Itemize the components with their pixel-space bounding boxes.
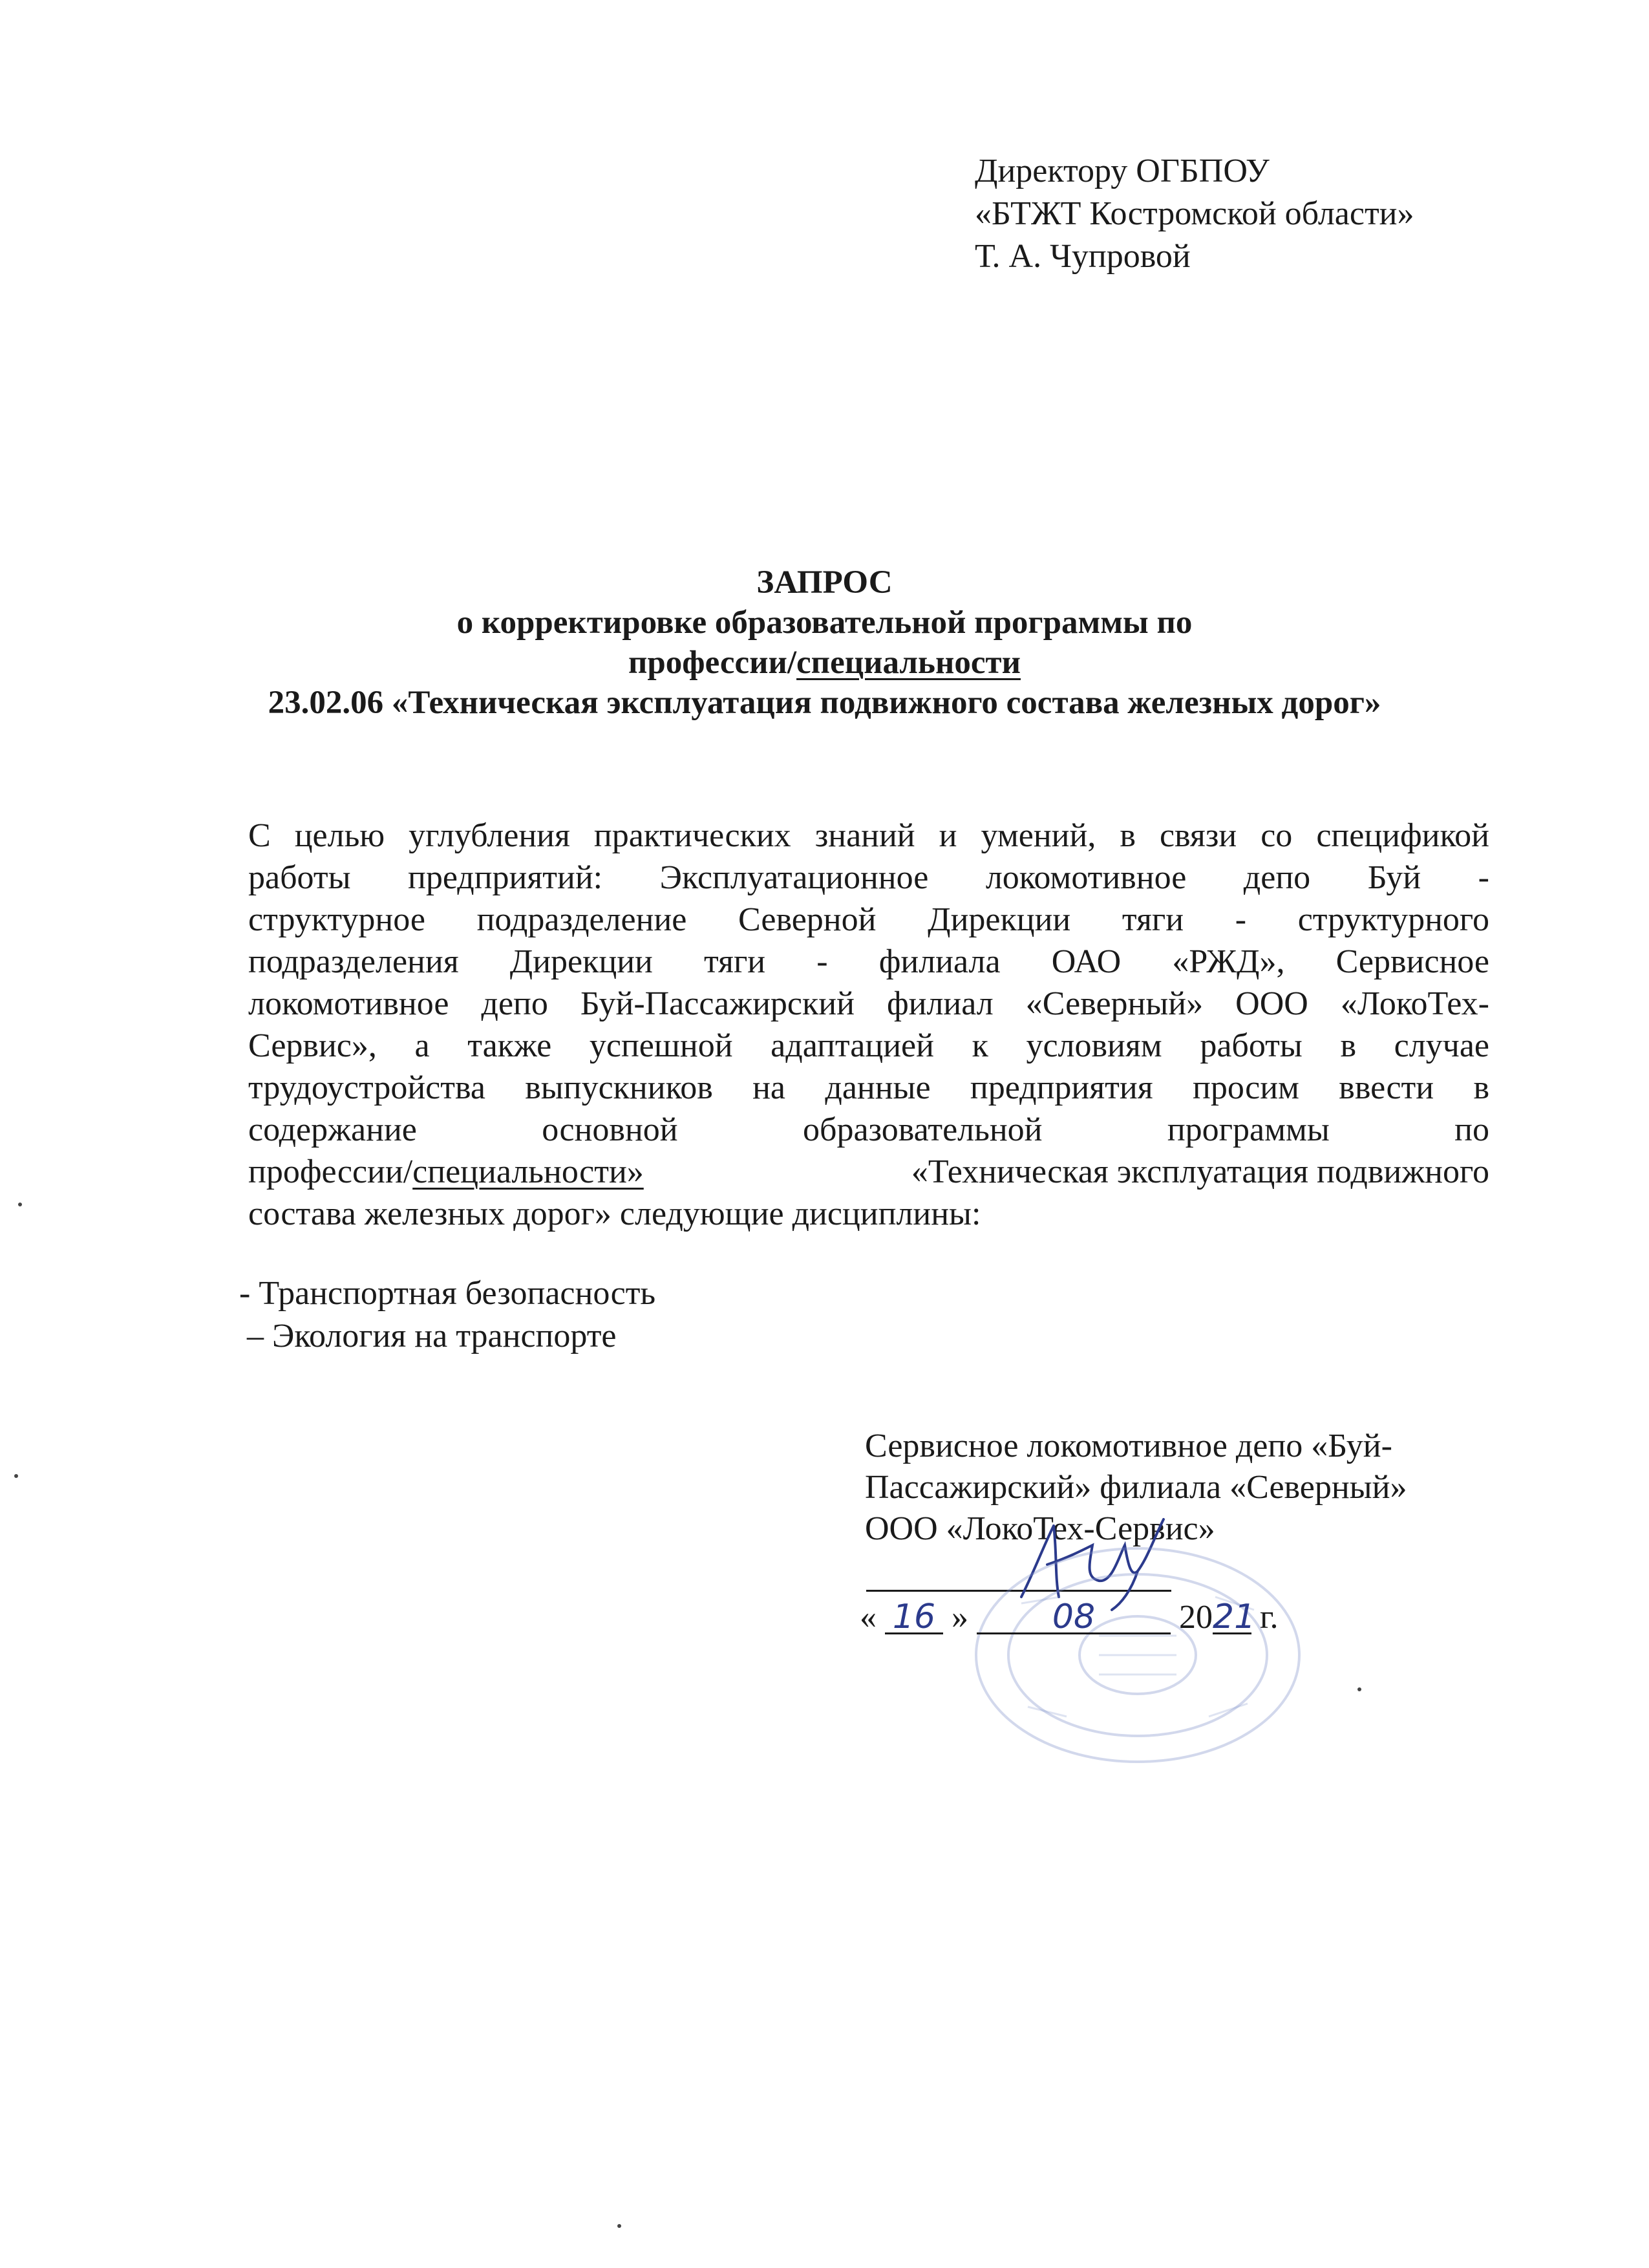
addressee-line-3: Т. А. Чупровой bbox=[975, 238, 1191, 275]
scan-speck bbox=[617, 2224, 621, 2228]
date-row bbox=[860, 1597, 1278, 1638]
body-word: «РЖД», bbox=[1172, 943, 1285, 980]
title-line-3 bbox=[0, 643, 1649, 683]
body-word: - bbox=[1235, 901, 1247, 938]
body-line-6 bbox=[248, 1025, 1489, 1067]
body-word: тяги bbox=[704, 943, 766, 980]
title-line-2: о корректировке образовательной программы по bbox=[456, 604, 1193, 641]
body-word: филиала bbox=[878, 943, 1001, 980]
body-word: ООО bbox=[1235, 985, 1308, 1022]
body-line-7 bbox=[248, 1067, 1489, 1109]
body-word: Эксплуатационное bbox=[659, 859, 929, 896]
addressee-block bbox=[975, 150, 1414, 278]
scan-speck bbox=[14, 1474, 18, 1478]
body-word: локомотивное bbox=[248, 985, 449, 1022]
title-line-4: 23.02.06 «Техническая эксплуатация подвижного состава железных дорог» bbox=[268, 685, 1381, 721]
body-word: также bbox=[467, 1027, 552, 1064]
body-word: по bbox=[1454, 1111, 1489, 1148]
body-word: Северной bbox=[738, 901, 877, 938]
body-word: предприятия bbox=[970, 1069, 1153, 1106]
body-word: практических bbox=[593, 817, 791, 854]
body-word: «ЛокоТех- bbox=[1340, 985, 1489, 1022]
body-word: «Северный» bbox=[1025, 985, 1204, 1022]
scan-speck bbox=[1357, 1687, 1361, 1691]
body-word: структурное bbox=[248, 901, 425, 938]
body-line-9-part-2: «Техническая эксплуатация подвижного bbox=[911, 1153, 1489, 1190]
date-month: 08 bbox=[977, 1601, 1171, 1634]
body-word: спецификой bbox=[1316, 817, 1489, 854]
body-word: работы bbox=[1200, 1027, 1303, 1064]
body-word: подразделения bbox=[248, 943, 459, 980]
body-word: работы bbox=[248, 859, 351, 896]
date-open-quote: « bbox=[860, 1599, 877, 1636]
body-word: локомотивное bbox=[985, 859, 1187, 896]
body-word: ОАО bbox=[1051, 943, 1122, 980]
discipline-list bbox=[239, 1272, 655, 1358]
body-word: Буй bbox=[1367, 859, 1421, 896]
body-word: С bbox=[248, 817, 271, 854]
body-word: условиям bbox=[1026, 1027, 1162, 1064]
body-word: и bbox=[939, 817, 957, 854]
date-day: 16 bbox=[885, 1601, 943, 1634]
body-word: депо bbox=[481, 985, 548, 1022]
body-word: а bbox=[414, 1027, 430, 1064]
body-word: - bbox=[1478, 859, 1489, 896]
body-word: содержание bbox=[248, 1111, 417, 1148]
body-line-4 bbox=[248, 941, 1489, 983]
body-line-2 bbox=[248, 857, 1489, 899]
body-line-9-part-1 bbox=[248, 1151, 644, 1193]
body-word: Дирекции bbox=[509, 943, 653, 980]
official-stamp bbox=[944, 1539, 1332, 1771]
body-word: подразделение bbox=[476, 901, 687, 938]
body-word: в bbox=[1473, 1069, 1489, 1106]
date-year-prefix: 20 bbox=[1179, 1599, 1213, 1636]
body-word: предприятий: bbox=[408, 859, 603, 896]
body-word: со bbox=[1261, 817, 1293, 854]
body-word: в bbox=[1340, 1027, 1357, 1064]
body-word: просим bbox=[1193, 1069, 1299, 1106]
date-suffix: г. bbox=[1260, 1599, 1279, 1636]
title-line-3-prefix: профессии/ bbox=[628, 645, 797, 681]
body-line-8 bbox=[248, 1109, 1489, 1151]
list-item: – Экология на транспорте bbox=[247, 1318, 617, 1354]
body-word: углубления bbox=[409, 817, 570, 854]
body-line-1 bbox=[248, 815, 1489, 857]
body-word: данные bbox=[825, 1069, 931, 1106]
body-word: Сервисное bbox=[1335, 943, 1489, 980]
title-line-3-underlined: специальности bbox=[796, 645, 1021, 681]
body-word: знаний bbox=[814, 817, 915, 854]
body-line-3 bbox=[248, 899, 1489, 941]
body-word: - bbox=[816, 943, 828, 980]
body-word: филиал bbox=[886, 985, 994, 1022]
title-line-1: ЗАПРОС bbox=[756, 564, 893, 601]
body-word: на bbox=[752, 1069, 786, 1106]
body-word: депо bbox=[1243, 859, 1311, 896]
addressee-line-1: Директору ОГБПОУ bbox=[975, 153, 1270, 189]
body-word: Сервис», bbox=[248, 1027, 377, 1064]
date-close-quote: » bbox=[952, 1599, 968, 1636]
body-word: выпускников bbox=[525, 1069, 713, 1106]
list-item: - Транспортная безопасность bbox=[239, 1275, 656, 1312]
body-word: тяги bbox=[1122, 901, 1184, 938]
body-word: в bbox=[1120, 817, 1136, 854]
body-word: умений, bbox=[981, 817, 1096, 854]
body-word: трудоустройства bbox=[248, 1069, 485, 1106]
body-line-9-underlined: специальности» bbox=[412, 1153, 644, 1190]
date-year-suffix: 21 bbox=[1213, 1598, 1256, 1636]
body-word: успешной bbox=[589, 1027, 733, 1064]
scan-speck bbox=[18, 1203, 22, 1206]
body-word: связи bbox=[1159, 817, 1237, 854]
signer-line-1: Сервисное локомотивное депо «Буй- bbox=[865, 1428, 1392, 1464]
signer-line-2: Пассажирский» филиала «Северный» bbox=[865, 1469, 1407, 1506]
body-word: ввести bbox=[1339, 1069, 1434, 1106]
document-title bbox=[0, 562, 1649, 723]
body-word: Дирекции bbox=[928, 901, 1071, 938]
body-line-5 bbox=[248, 983, 1489, 1025]
body-word: основной bbox=[542, 1111, 678, 1148]
body-word: образовательной bbox=[802, 1111, 1043, 1148]
body-line-9 bbox=[248, 1151, 1489, 1193]
body-line-10: состава железных дорог» следующие дисциплины: bbox=[248, 1195, 981, 1232]
body-word: программы bbox=[1167, 1111, 1330, 1148]
body-line-9-prefix: профессии/ bbox=[248, 1153, 413, 1190]
body-word: структурного bbox=[1297, 901, 1489, 938]
body-word: адаптацией bbox=[771, 1027, 934, 1064]
body-paragraph bbox=[248, 815, 1489, 1235]
body-word: целью bbox=[294, 817, 385, 854]
body-word: случае bbox=[1394, 1027, 1489, 1064]
signer-line-3: ООО «ЛокоТех-Сервис» bbox=[865, 1510, 1215, 1547]
body-word: Буй-Пассажирский bbox=[580, 985, 855, 1022]
addressee-line-2: «БТЖТ Костромской области» bbox=[975, 195, 1414, 232]
body-word: к bbox=[972, 1027, 988, 1064]
